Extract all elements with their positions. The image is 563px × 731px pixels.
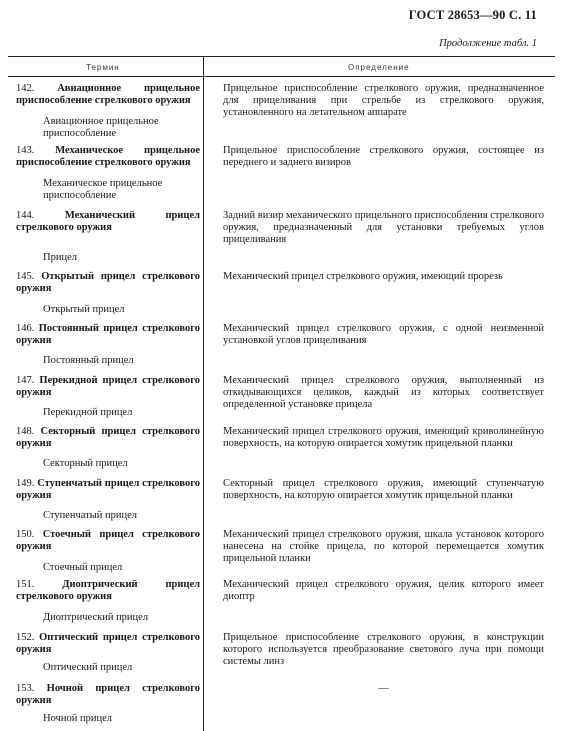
term-entry: 145. Открытый прицел стрелкового оружия bbox=[16, 271, 201, 294]
term-synonym: Открытый прицел bbox=[43, 304, 125, 315]
term-definition: Механический прицел стрелкового оружия, имеющий криволинейную поверхность, на которую опирается хомутик прицельной планки bbox=[223, 426, 544, 449]
term-synonym: Ступенчатый прицел bbox=[43, 510, 138, 521]
page-header-title: ГОСТ 28653—90 С. 11 bbox=[408, 8, 537, 22]
term-entry: 142. Авиационное прицельное приспособление стрелкового оружия bbox=[16, 83, 200, 106]
term-synonym: Прицел bbox=[43, 252, 77, 263]
term-synonym: Секторный прицел bbox=[43, 458, 128, 469]
table-continuation-caption: Продолжение табл. 1 bbox=[439, 38, 537, 49]
term-definition-empty: — bbox=[378, 683, 389, 694]
term-entry: 153. Ночной прицел стрелкового оружия bbox=[16, 683, 200, 706]
column-divider bbox=[203, 57, 204, 731]
header-rule bbox=[8, 76, 555, 77]
term-synonym: Постоянный прицел bbox=[43, 355, 134, 366]
term-definition: Прицельное приспособление стрелкового оружия, в конструкции которого используется преобразование светового луча при помощи системы линз bbox=[223, 632, 544, 667]
term-synonym: Авиационное прицельное приспособление bbox=[43, 116, 159, 139]
term-definition: Задний визир механического прицельного приспособления стрелкового оружия, предназначенный для установки требуемых углов прицеливания bbox=[223, 210, 544, 245]
term-synonym: Механическое прицельное приспособление bbox=[43, 178, 163, 201]
term-entry: 151. Диоптрический прицел стрелкового оружия bbox=[16, 579, 200, 602]
term-synonym: Диоптрический прицел bbox=[43, 612, 149, 623]
term-synonym: Перекидной прицел bbox=[43, 407, 133, 418]
term-definition: Механический прицел стрелкового оружия, выполненный из откидывающихся целиков, каждый из которых соответствует определенной установке прицела bbox=[223, 375, 544, 410]
column-header-definition: Определение bbox=[348, 63, 410, 72]
term-entry: 148. Секторный прицел стрелкового оружия bbox=[16, 426, 200, 449]
term-entry: 146. Постоянный прицел стрелкового оружия bbox=[16, 323, 201, 346]
term-entry: 149. Ступенчатый прицел стрелкового оружия bbox=[16, 478, 201, 501]
terms-table bbox=[8, 56, 555, 731]
term-synonym: Стоечный прицел bbox=[43, 562, 123, 573]
term-definition: Прицельное приспособление стрелкового оружия, состоящее из переднего и заднего визиров bbox=[223, 145, 544, 168]
term-entry: 152. Оптический прицел стрелкового оружия bbox=[16, 632, 200, 655]
term-definition: Секторный прицел стрелкового оружия, имеющий ступенчатую поверхность, на которую опирается хомутик прицельной планки bbox=[223, 478, 544, 501]
term-entry: 147. Перекидной прицел стрелкового оружия bbox=[16, 375, 200, 398]
term-definition: Механический прицел стрелкового оружия, с одной неизменной установкой углов прицеливания bbox=[223, 323, 544, 346]
term-synonym: Оптический прицел bbox=[43, 662, 133, 673]
term-definition: Механический прицел стрелкового оружия, имеющий прорезь bbox=[223, 271, 503, 282]
term-definition: Прицельное приспособление стрелкового оружия, предназначенное для прицеливания при стрельбе из стрелкового оружия, установленного на летательном аппарате bbox=[223, 83, 544, 118]
term-definition: Механический прицел стрелкового оружия, целик которого имеет диоптр bbox=[223, 579, 544, 602]
term-definition: Механический прицел стрелкового оружия, шкала установок которого нанесена на стойке прицела, по которой перемещается хомутик прицельной планки bbox=[223, 529, 544, 564]
term-synonym: Ночной прицел bbox=[43, 713, 112, 724]
column-header-term: Термин bbox=[86, 63, 120, 72]
term-entry: 144. Механический прицел стрелкового оружия bbox=[16, 210, 200, 233]
term-entry: 143. Механическое прицельное приспособление стрелкового оружия bbox=[16, 145, 200, 168]
term-entry: 150. Стоечный прицел стрелкового оружия bbox=[16, 529, 201, 552]
